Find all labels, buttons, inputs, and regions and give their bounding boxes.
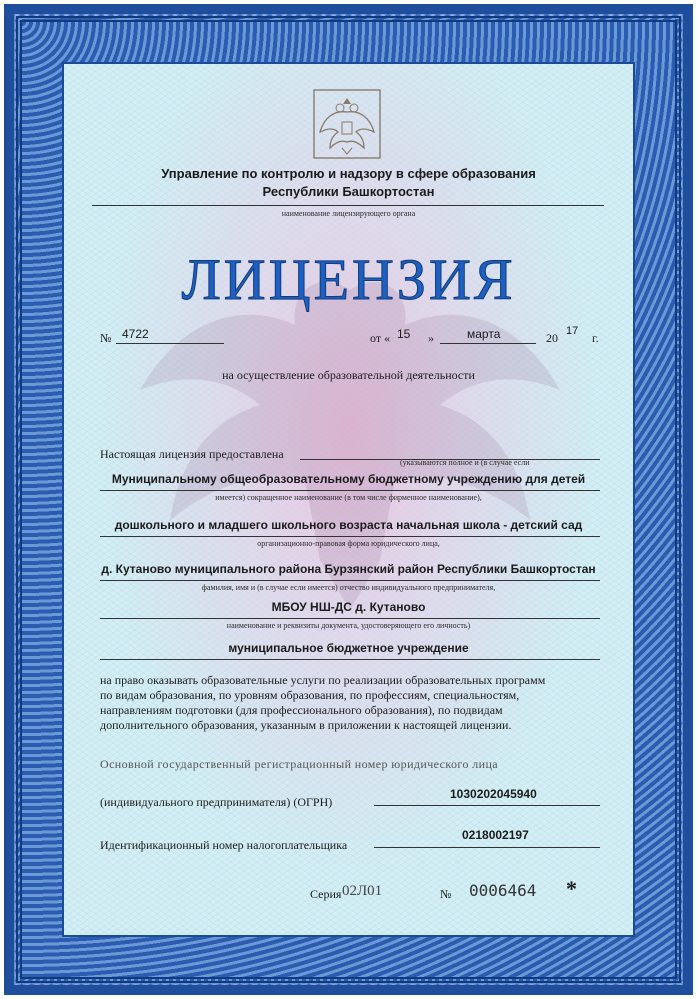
inn-underline	[374, 847, 600, 848]
holder-underline-2	[100, 536, 600, 537]
ogrn-label-1: Основной государственный регистрационный номер юридического лица	[100, 757, 499, 771]
rights-line-4: дополнительного образования, указанным в приложении к настоящей лицензии.	[100, 718, 512, 732]
rights-line-1: на право оказывать образовательные услуги по реализации образовательных программ	[100, 673, 546, 687]
date-day-close: »	[428, 331, 434, 345]
granted-label: Настоящая лицензия предоставлена	[100, 447, 284, 461]
holder-legal-form: муниципальное бюджетное учреждение	[228, 641, 469, 655]
license-purpose: на осуществление образовательной деятельности	[222, 368, 475, 382]
license-number-underline	[116, 343, 224, 344]
date-year-g: г.	[592, 331, 599, 345]
holder-underline-4	[100, 618, 600, 619]
granted-caption-5: наименование и реквизиты документа, удостоверяющего его личность)	[226, 621, 471, 630]
granted-caption-3: организационно-правовая форма юридического лица,	[257, 539, 440, 548]
holder-underline-1	[100, 490, 600, 491]
granted-caption-2: имеется) сокращенное наименование (в том числе фирменное наименование),	[215, 493, 482, 502]
rights-line-3: направлениям подготовки (для профессионального образования), по подвидам	[100, 703, 503, 717]
granted-caption-4: фамилия, имя и (в случае если имеется) отчество индивидуального предпринимателя,	[201, 583, 496, 592]
holder-name-line1: Муниципальному общеобразовательному бюджетному учреждению для детей	[111, 472, 586, 486]
authority-line1: Управление по контролю и надзору в сфере образования	[161, 166, 536, 181]
holder-underline-5	[100, 659, 600, 660]
series-value: 02Л01	[342, 883, 383, 899]
series-label: Серия	[310, 887, 342, 901]
authority-caption: наименование лицензирующего органа	[281, 209, 416, 218]
holder-short-name: МБОУ НШ-ДС д. Кутаново	[271, 600, 426, 614]
date-day: 15	[397, 327, 411, 341]
coat-of-arms-icon	[312, 88, 382, 160]
authority-line2: Республики Башкортостан	[262, 184, 435, 199]
blank-number: 0006464	[469, 881, 537, 900]
ogrn-label-2: (индивидуального предпринимателя) (ОГРН)	[100, 795, 333, 809]
series-number-label: №	[440, 887, 452, 901]
document-title: ЛИЦЕНЗИЯ	[181, 247, 516, 312]
inn-value: 0218002197	[462, 828, 529, 842]
ogrn-value: 1030202045940	[450, 787, 537, 801]
holder-underline-3	[100, 580, 600, 581]
ogrn-underline	[374, 805, 600, 806]
holder-name-line2: дошкольного и младшего школьного возраста начальная школа - детский сад	[114, 518, 583, 532]
granted-caption-1: (указываются полное и (в случае если	[400, 458, 530, 467]
date-month-underline	[440, 343, 536, 344]
rights-line-2: по видам образования, по уровням образования, по профессиям, специальностям,	[100, 688, 520, 702]
date-from-label: от «	[370, 331, 391, 345]
authority-underline	[92, 205, 604, 206]
date-month: марта	[467, 327, 501, 341]
date-year-suffix: 17	[566, 325, 579, 337]
inn-label: Идентификационный номер налогоплательщика	[100, 838, 348, 852]
number-label: №	[100, 331, 112, 345]
license-number: 4722	[122, 327, 149, 341]
date-year-prefix: 20	[546, 331, 558, 345]
series-mark: *	[566, 876, 577, 901]
holder-name-line3: д. Кутаново муниципального района Бурзянский район Республики Башкортостан	[101, 562, 596, 576]
